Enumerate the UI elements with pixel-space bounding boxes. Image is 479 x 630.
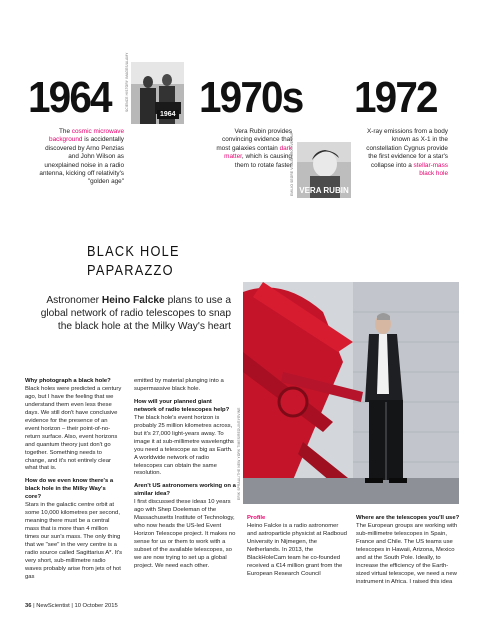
answer-us-astronomers: I first discussed these ideas 10 years ago with Shep Doeleman of the Massachusetts Institute of Technology, who now heads the US-led Event Horizon Telescope project. It makes no sense for us or them to work with a subset of the available telescopes, so we are now trying to set up a global project. We need each other. [134, 499, 236, 569]
profile-box [247, 515, 347, 579]
photo-caption-vera-rubin: VERA RUBIN [299, 186, 349, 195]
cosmic-microwave-background-link[interactable]: cosmic microwave background [49, 128, 124, 144]
question-why-photograph: Why photograph a black hole? [25, 378, 111, 384]
question-where-telescopes: Where are the telescopes you'll use? [356, 515, 460, 521]
penzias-wilson-photo [131, 62, 184, 124]
answer-continued: emitted by material plunging into a supermassive black hole. [134, 378, 224, 392]
profile-text: Heino Falcke is a radio astronomer and astroparticle physicist at Radboud University in Nijmegen, the Netherlands. In 2013, the BlackHoleCam team he co-founded received a €14 million grant from the European Research Council [247, 522, 347, 577]
timeline-text-1970s: Vera Rubin provides convincing evidence that most galaxies contain dark matter, which is causing them to rotate faster [216, 128, 292, 169]
article-standfirst: Astronomer Heino Falcke plans to use a global network of radio telescopes to snap the black hole at the Milky Way's heart [40, 295, 231, 332]
answer-where-telescopes: The European groups are working with sub-millimetre telescopes in Spain, France and Chile. The US teams use telescopes in Hawaii, Arizona, Mexico and at the South Pole. Ideally, to increase the efficiency of the Earth-sized virtual telescope, we need a new instrument in Africa. I raised this idea [356, 522, 458, 585]
vera-rubin-photo [297, 142, 351, 198]
photo-credit-main: ERIK SPRAUL/THE NEW YORK TIMES/REDUX/EYEVINE [237, 407, 241, 500]
photo-credit-1964: SCIENCE HISTORY IMAGES/ALAMY [125, 52, 129, 112]
page-footer [25, 603, 118, 609]
question-network-help: How will your planned giant network of radio telescopes help? [134, 398, 230, 413]
timeline-text-1972: X-ray emissions from a body known as X-1 in the constellation Cygnus provide the first evidence for a star's collapse into a stellar-mass black hole [366, 128, 448, 178]
question-how-know: How do we even know there's a black hole in the Milky Way's core? [25, 478, 114, 501]
column-4 [356, 515, 460, 587]
telescope-scene [243, 282, 459, 504]
page-number: 36 [25, 603, 32, 609]
stellar-mass-black-hole-link[interactable]: stellar-mass black hole [413, 161, 448, 178]
footer-separator: | [71, 603, 73, 609]
photo-credit-1970s: EMILIO SEGRE VISUAL ARCHIVES/AIP [290, 131, 294, 196]
year-1972: 1972 [354, 73, 437, 122]
year-1970s: 1970s [199, 73, 303, 122]
issue-date: 10 October 2015 [74, 603, 118, 609]
answer-network-help: The black hole's event horizon is probably 25 million kilometres across, but it's 27,000 light-years away. To image it at sub-millimetre wavelengths you need a telescope as big as Earth. A worldwide network of radio telescopes can obtain the same resolution. [134, 414, 234, 477]
answer-how-know: Stars in the galactic centre orbit at some 10,000 kilometres per second, meaning there must be a central mass that is more than 4 million times our sun's mass. The only thing that we "see" in the very centre is a radio source called Sagittarius A*. It's very short, sub-millimetre radio waves probably arise from jets of hot gas [25, 502, 123, 580]
heino-falcke-photo [243, 282, 459, 504]
dark-matter-link[interactable]: dark matter [224, 144, 292, 161]
answer-why-photograph: Black holes were predicted a century ago, but I have the feeling that we understand them even less these days. We still don't have conclusive evidence for the presence of an event horizon – their point-of-no-return surface. Also, event horizons and quantum theory just don't go together. Something needs to change, and it's not entirely clear what that is. [25, 385, 122, 472]
footer-separator: | [33, 603, 35, 609]
question-us-astronomers: Aren't US astronomers working on a similar idea? [134, 483, 236, 498]
profile-heading: Profile [247, 515, 266, 521]
column-2 [134, 378, 236, 576]
column-1 [25, 378, 123, 587]
article-title: BLACK HOLE PAPARAZZO [87, 243, 180, 279]
magazine-name: NewScientist [36, 603, 70, 609]
timeline-text-1964: The cosmic microwave background is accidentally discovered by Arno Penzias and John Wilson as unexplained noise in a radio antenna, kicking off relativity's "golden age" [39, 128, 124, 186]
year-1964: 1964 [28, 73, 111, 122]
photo-year-label: 1964 [157, 110, 179, 119]
